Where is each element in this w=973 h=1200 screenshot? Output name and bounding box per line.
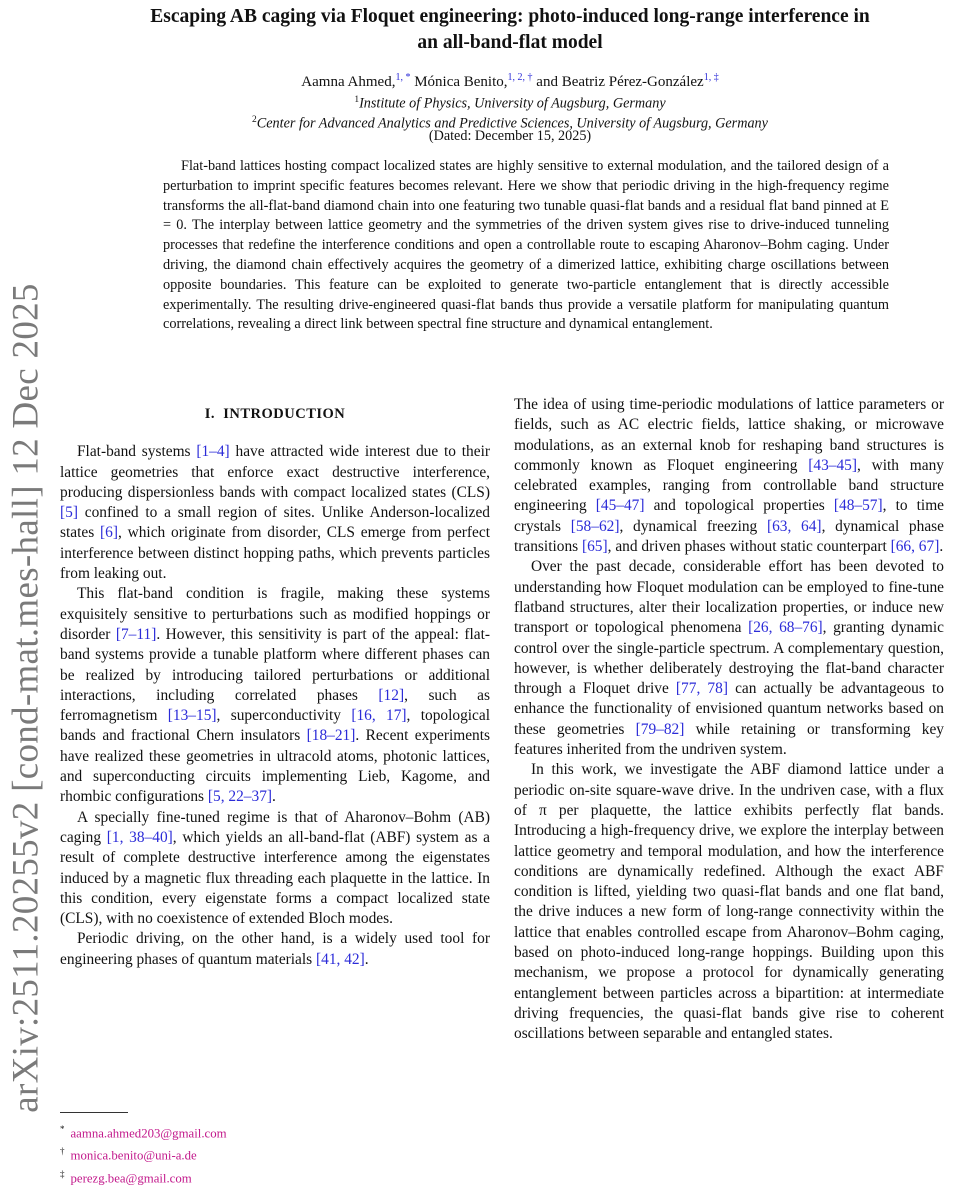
paper-title xyxy=(60,4,960,56)
author-affiliation-link[interactable]: 1, ‡ xyxy=(703,72,719,83)
citation-link[interactable]: [79–82] xyxy=(635,720,685,738)
footnote: * aamna.ahmed203@gmail.com xyxy=(60,1124,227,1141)
paragraph: Periodic driving, on the other hand, is a widely used tool for engineering phases of quantum materials [41, 42]. xyxy=(60,930,490,968)
email-link[interactable]: perezg.bea@gmail.com xyxy=(70,1170,192,1185)
email-link[interactable]: monica.benito@uni-a.de xyxy=(70,1148,197,1163)
author-affiliation-link[interactable]: 1, * xyxy=(395,72,411,83)
affiliation-1: $^1$Institute of Physics, University of Augsburg, Germany xyxy=(354,95,666,112)
citation-link[interactable]: [58–62] xyxy=(570,517,620,535)
paragraph: In this work, we investigate the ABF diamond lattice under a periodic on-site square-wave drive. In the undriven case, with a flux of π per plaquette, the lattice exhibits perfectly flat bands. Introducing a high-frequency drive, we explore the interplay between lattice geometry and temporal modulation, and how the interference conditions are dynamically redefined. Although the exact ABF condition is lifted, yielding two quasi-flat bands and one flat band, the drive induces a new form of long-range connectivity within the lattice that enables controlled escape from Aharonov–Bohm caging, based on photo-induced long-range hoppings. Building upon this mechanism, we propose a protocol for dynamically generating entanglement between particles across a bipartition: at intermediate driving frequencies, the quasi-flat bands give rise to coherent oscillations between separable and entangled states. xyxy=(514,761,944,1043)
footnote: ‡ perezg.bea@gmail.com xyxy=(60,1168,192,1185)
abstract: Flat-band lattices hosting compact localized states are highly sensitive to external modulation, and the tailored design of a perturbation to imprint specific features becomes relevant. Here we show that periodic driving in the high-frequency regime transforms the all-flat-band diamond chain into one featuring two tunable quasi-flat bands and a residual flat band pinned at E = 0. The interplay between lattice geometry and the symmetries of the driven system gives rise to drive-induced tunneling processes that redefine the interference conditions and open a controllable route to escaping Aharonov–Bohm caging. Under driving, the diamond chain effectively acquires the geometry of a dimerized lattice, exhibiting charge oscillations between opposite boundaries. This feature can be exploited to generate two-particle entanglement that is directly accessible experimentally. The resulting drive-engineered quasi-flat bands thus provide a versatile platform for manipulating quantum correlations, revealing a direct link between spectral fine structure and dynamical entanglement. xyxy=(163,158,889,333)
citation-link[interactable]: [41, 42] xyxy=(316,950,365,968)
citation-link[interactable]: [43–45] xyxy=(808,456,857,474)
citation-link[interactable]: [18–21] xyxy=(306,727,356,745)
citation-link[interactable]: [5] xyxy=(60,504,78,522)
arxiv-stamp-text: arXiv:2511.20255v2 [cond-mat.mes-hall] 12 Dec 2025 xyxy=(5,282,47,1113)
paragraph: Flat-band systems [1–4] have attracted wide interest due to their lattice geometries that enforce exact destructive interference, producing dispersionless bands with compact localized states (CLS) [5] confined to a small region of sites. Unlike Anderson-localized states [6], which originate from disorder, CLS emerge from perfect interference between distinct hopping paths, which prevents particles from leaking out. xyxy=(60,443,490,583)
affiliation-2: $^2$Center for Advanced Analytics and Predictive Sciences, University of Augsburg, Germany xyxy=(252,115,768,132)
footnotes xyxy=(60,1120,480,1187)
citation-link[interactable]: [6] xyxy=(100,524,118,542)
citation-link[interactable]: [48–57] xyxy=(833,497,883,515)
left-column xyxy=(60,398,490,970)
title-line-2: an all-band-flat model xyxy=(417,32,603,53)
paragraph: Over the past decade, considerable effort has been devoted to understanding how Floquet modulation can be employed to fine-tune flatband structures, alter their localization properties, or induce new transport or topological phenomena [26, 68–76], granting dynamic control over the single-particle spectrum. A complementary question, however, is whether deliberately destroying the flat-band character through a Floquet drive [77, 78] can actually be advantageous to enhance the functionality of envisioned quantum networks based on these geometries [79–82] while retaining or transforming key features inherited from the undriven system. xyxy=(514,558,944,759)
right-column xyxy=(514,395,944,1045)
author-name: and Beatriz Pérez-González xyxy=(536,74,704,90)
author-affiliation-link[interactable]: 1, 2, † xyxy=(507,72,533,83)
footnote: † monica.benito@uni-a.de xyxy=(60,1146,197,1163)
author-list xyxy=(60,68,960,92)
paragraph: A specially fine-tuned regime is that of Aharonov–Bohm (AB) caging [1, 38–40], which yields an all-band-flat (ABF) system as a result of complete destructive interference among the eigenstates induced by a magnetic flux threading each plaquette in the lattice. In this condition, every eigenstate forms a compact localized state (CLS), with no coexistence of extended Bloch modes. xyxy=(60,808,490,928)
citation-link[interactable]: [65] xyxy=(581,538,608,556)
citation-link[interactable]: [7–11] xyxy=(115,625,157,643)
citation-link[interactable]: [77, 78] xyxy=(675,680,728,698)
citation-link[interactable]: [66, 67] xyxy=(890,538,940,556)
citation-link[interactable]: [16, 17] xyxy=(351,707,407,725)
citation-link[interactable]: [13–15] xyxy=(167,707,217,725)
citation-link[interactable]: [45–47] xyxy=(595,497,645,515)
author-name: Aamna Ahmed, xyxy=(301,74,396,90)
email-link[interactable]: aamna.ahmed203@gmail.com xyxy=(70,1126,227,1141)
citation-link[interactable]: [63, 64] xyxy=(766,517,822,535)
date-line: (Dated: December 15, 2025) xyxy=(428,128,592,144)
citation-link[interactable]: [5, 22–37] xyxy=(207,788,273,806)
citation-link[interactable]: [26, 68–76] xyxy=(748,619,823,637)
author-name: Mónica Benito, xyxy=(414,74,508,90)
section-heading: I. INTRODUCTION xyxy=(204,406,346,422)
paragraph: The idea of using time-periodic modulations of lattice parameters or fields, such as AC electric fields, lattice shaking, or microwave modulations, as an external knob for reshaping band structures is commonly known as Floquet engineering [43–45], with many celebrated examples, ranging from controllable band structure engineering [45–47] and topological properties [48–57], to time crystals [58–62], dynamical freezing [63, 64], dynamical phase transitions [65], and driven phases without static counterpart [66, 67]. xyxy=(514,396,944,556)
citation-link[interactable]: [12] xyxy=(378,686,405,704)
arxiv-identifier-stamp xyxy=(4,210,48,1185)
citation-link[interactable]: [1–4] xyxy=(196,443,230,461)
title-line-1: Escaping AB caging via Floquet engineering: photo-induced long-range interference in xyxy=(150,6,870,27)
footnote-rule xyxy=(60,1112,128,1113)
paragraph: This flat-band condition is fragile, making these systems exquisitely sensitive to perturbations such as modified hoppings or disorder [7–11]. However, this sensitivity is part of the appeal: flat-band systems provide a tunable platform where different phases can be realized by introducing tailored perturbations or additional interactions, including correlated phases [12], such as ferromagnetism [13–15], superconductivity [16, 17], topological bands and fractional Chern insulators [18–21]. Recent experiments have realized these geometries in ultracold atoms, photonic lattices, and superconducting circuits implementing Lieb, Kagome, and rhombic configurations [5, 22–37]. xyxy=(60,585,491,806)
citation-link[interactable]: [1, 38–40] xyxy=(106,828,173,846)
